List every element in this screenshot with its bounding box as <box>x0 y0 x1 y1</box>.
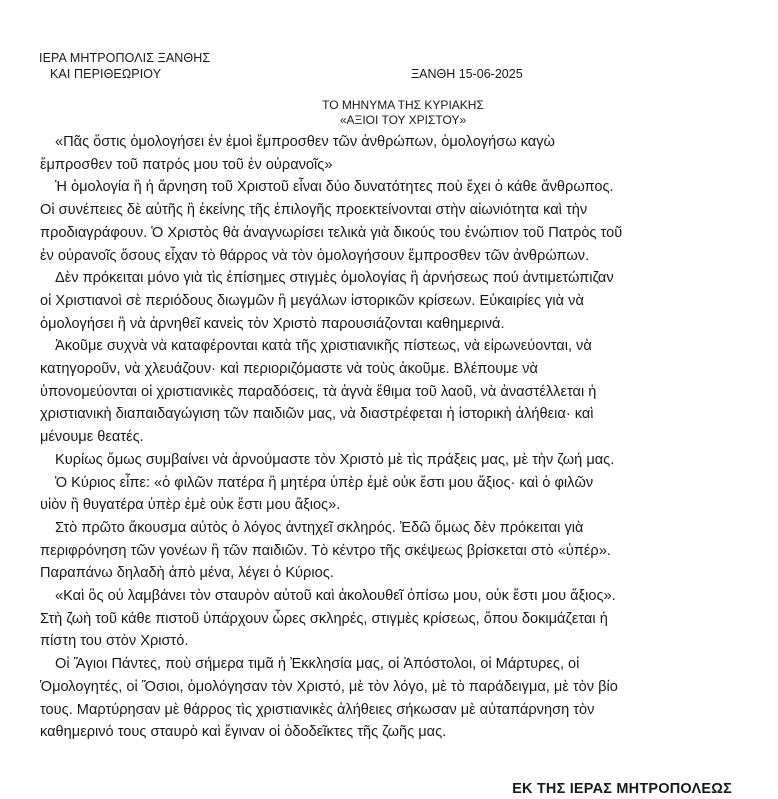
issuer-line-1: ΙΕΡΑ ΜΗΤΡΟΠΟΛΙΣ ΞΑΝΘΗΣ <box>39 51 211 65</box>
title-line-2: «ΑΞΙΟΙ ΤΟΥ ΧΡΙΣΤΟΥ» <box>339 113 467 127</box>
text-line: χριστιανικὴ διαπαιδαγώγιση τῶν παιδιῶν μας, νὰ διαστρέφεται ἡ ἱστορικὴ ἀλήθεια· καὶ <box>40 406 594 423</box>
text-line: Ὁ Κύριος εἶπε: «ὁ φιλῶν πατέρα ἢ μητέρα ὑπὲρ ἐμὲ οὐκ ἔστι μου ἄξιος· καὶ ὁ φιλῶν <box>55 474 594 491</box>
text-line: Στὸ πρῶτο ἄκουσμα αὐτὸς ὁ λόγος ἀντηχεῖ σκληρός. Ἐδῶ ὅμως δὲν πρόκειται γιὰ <box>55 519 584 536</box>
text-line: ὑπονομεύονται οἱ χριστιανικὲς παραδόσεις, τὰ ἁγνὰ ἔθιμα τοῦ λαοῦ, νὰ ἀναστέλλεται ἡ <box>40 383 597 400</box>
text-line: Ὁμολογητές, οἱ Ὅσιοι, ὁμολόγησαν τὸν Χριστό, μὲ τὸν λόγο, μὲ τὸ παράδειγμα, μὲ τὸν βίο <box>40 678 618 695</box>
text-line: υἱὸν ἢ θυγατέρα ὑπὲρ ἐμὲ οὐκ ἔστι μου ἄξιος». <box>40 497 341 514</box>
text-line: ὁμολογήσει ἢ νὰ ἀρνηθεῖ κανεὶς τὸν Χριστὸ παρουσιάζονται καθημερινά. <box>40 315 505 332</box>
text-line: τους. Μαρτύρησαν μὲ θάρρος τὶς χριστιανικὲς ἀλήθειες σήκωσαν μὲ αὐταπάρνηση τὸν <box>40 701 595 718</box>
text-line: οἱ Χριστιανοὶ σὲ περιόδους διωγμῶν ἢ μεγάλων ἱστορικῶν κρίσεων. Εὐκαιρίες γιὰ νὰ <box>40 292 584 309</box>
text-line: κατηγοροῦν, νὰ χλευάζουν· καὶ περιοριζόμαστε νὰ τοὺς ἀκοῦμε. Βλέπουμε νὰ <box>40 361 538 378</box>
text-line: Ἡ ὁμολογία ἢ ἡ ἄρνηση τοῦ Χριστοῦ εἶναι δύο δυνατότητες ποὺ ἔχει ὁ κάθε ἄνθρωπος. <box>55 179 614 196</box>
text-line: Παραπάνω δηλαδὴ ἀπὸ μένα, λέγει ὁ Κύριος. <box>40 565 334 582</box>
text-line: ἔμπροσθεν τοῦ πατρός μου τοῦ ἐν οὐρανοῖς» <box>40 156 333 173</box>
text-line: ἐν οὐρανοῖς ὅσους εἶχαν τὸ θάρρος νὰ τὸν ὁμολογήσουν ἔμπροσθεν τῶν ἀνθρώπων. <box>40 247 590 264</box>
text-line: Ἀκοῦμε συχνὰ νὰ καταφέρονται κατὰ τῆς χριστιανικῆς πίστεως, νὰ εἰρωνεύονται, νὰ <box>55 338 592 355</box>
text-line: «Πᾶς ὅστις ὁμολογήσει ἐν ἐμοὶ ἔμπροσθεν τῶν ἀνθρώπων, ὁμολογήσω καγὼ <box>55 134 555 150</box>
document-title <box>0 98 778 128</box>
message-body <box>40 131 772 744</box>
text-line: Οἱ συνέπειες δὲ αὐτῆς ἢ ἐκείνης τῆς ἐπιλογῆς προεκτείνονται στὴν αἰωνιότητα καὶ τὴν <box>40 202 588 219</box>
text-line: Στὴ ζωὴ τοῦ κάθε πιστοῦ ὑπάρχουν ὧρες σκληρές, στιγμὲς κρίσεως, ὅπου δοκιμάζεται ἡ <box>40 610 608 627</box>
signature: ΕΚ ΤΗΣ ΙΕΡΑΣ ΜΗΤΡΟΠΟΛΕΩΣ <box>512 781 732 797</box>
text-line: Οἱ Ἅγιοι Πάντες, ποὺ σήμερα τιμᾶ ἡ Ἐκκλησία μας, οἱ Ἀπόστολοι, οἱ Μάρτυρες, οἱ <box>55 656 580 673</box>
text-line: Κυρίως ὅμως συμβαίνει νὰ ἀρνούμαστε τὸν Χριστὸ μὲ τὶς πράξεις μας, μὲ τὴν ζωή μας. <box>55 451 615 468</box>
title-line-1: ΤΟ ΜΗΝΥΜΑ ΤΗΣ ΚΥΡΙΑΚΗΣ <box>322 98 484 112</box>
text-line: πίστη του στὸν Χριστό. <box>40 633 189 650</box>
issuer-block <box>39 50 210 82</box>
issuer-line-2: ΚΑΙ ΠΕΡΙΘΕΩΡΙΟΥ <box>50 67 162 81</box>
text-line: «Καὶ ὃς οὐ λαμβάνει τὸν σταυρὸν αὐτοῦ καὶ ἀκολουθεῖ ὀπίσω μου, οὐκ ἔστι μου ἄξιος». <box>55 588 616 605</box>
text-line: Δὲν πρόκειται μόνο γιὰ τὶς ἐπίσημες στιγμὲς ὁμολογίας ἢ ἀρνήσεως πού ἀντιμετώπιζαν <box>55 270 614 287</box>
place-date: ΞΑΝΘΗ 15-06-2025 <box>411 67 523 81</box>
text-line: προδιαγράφουν. Ὁ Χριστὸς θὰ ἀναγνωρίσει τελικὰ γιὰ δικούς του ἐνώπιον τοῦ Πατρὸς τοῦ <box>40 224 623 241</box>
text-line: μένουμε θεατές. <box>40 429 144 446</box>
text-line: καθημερινό τους σταυρὸ καὶ ἔγιναν οἱ ὁδοδεῖκτες τῆς ζωῆς μας. <box>40 724 447 741</box>
text-line: περιφρόνηση τῶν γονέων ἢ τῶν παιδιῶν. Τὸ κέντρο τῆς σκέψεως βρίσκεται στὸ «ὑπέρ». <box>40 542 611 559</box>
